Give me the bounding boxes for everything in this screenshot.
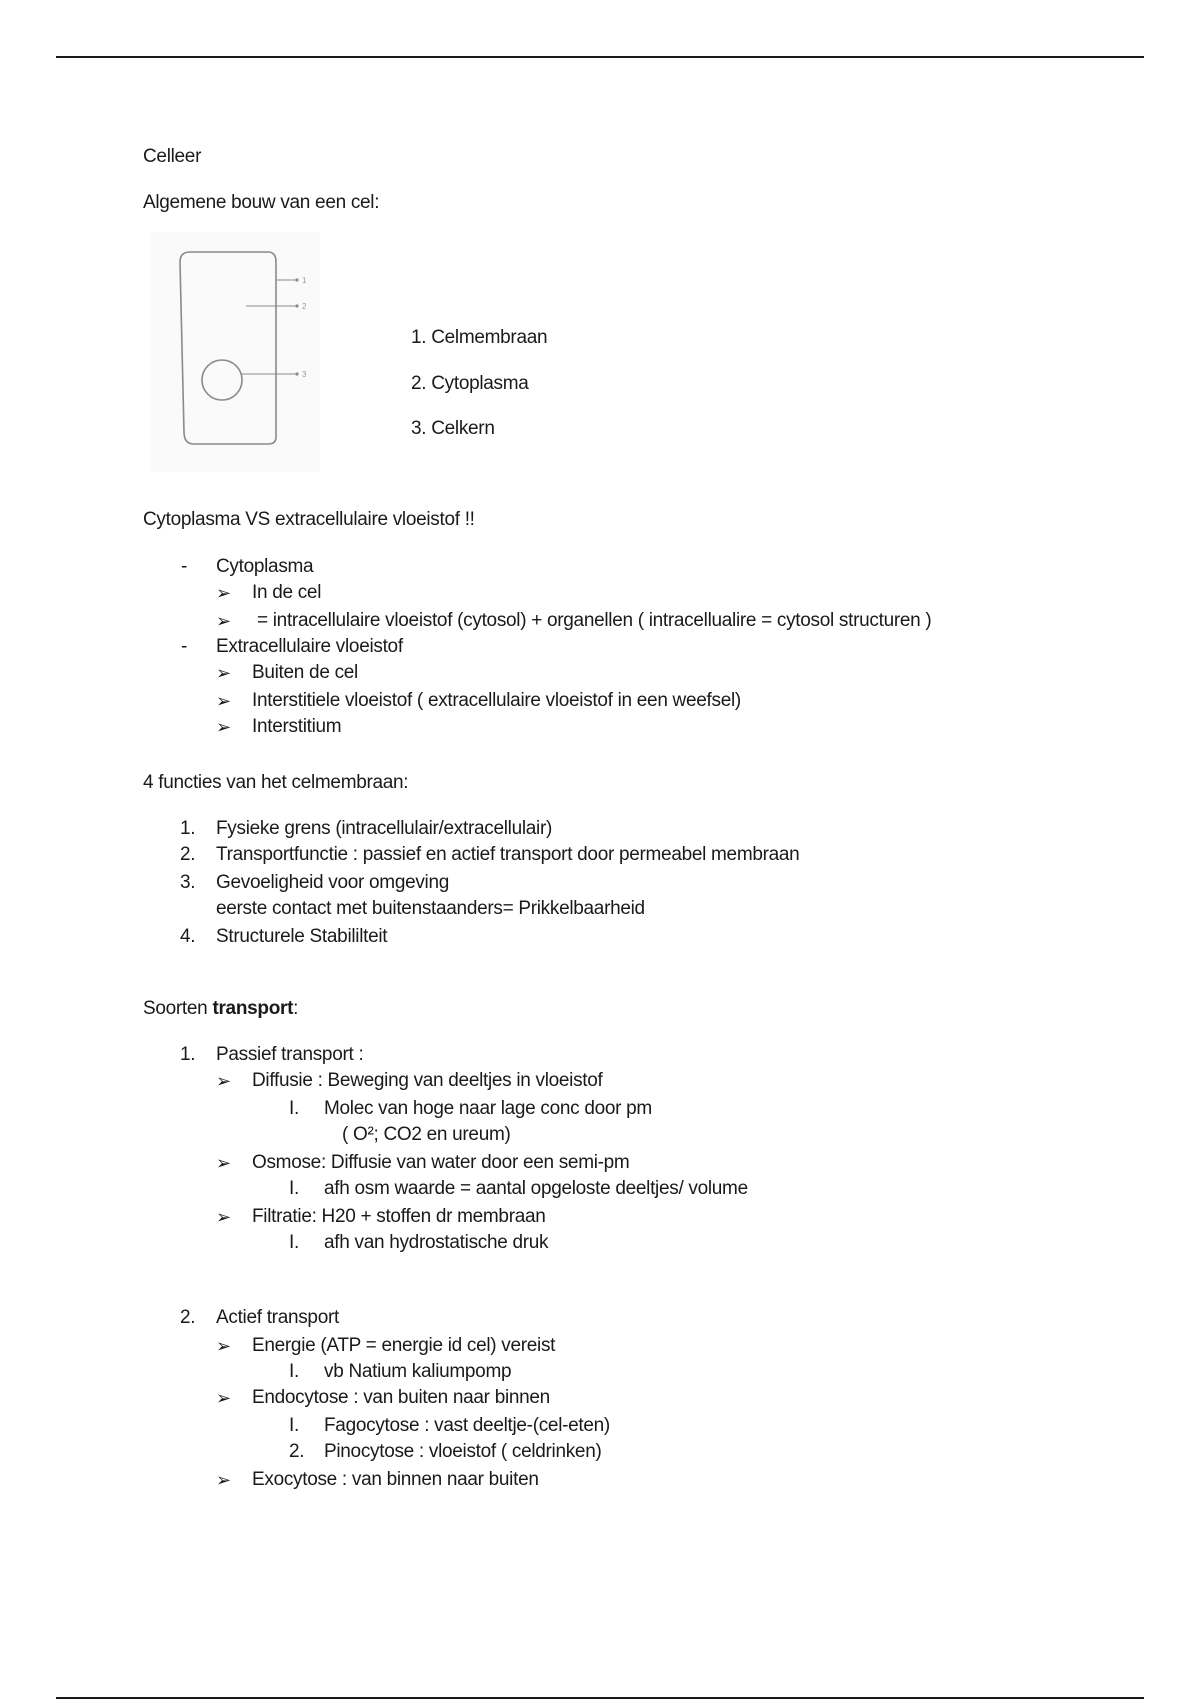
list-item: Diffusie : Beweging van deeltjes in vloeistof (252, 1070, 603, 1091)
arrow-bullet-icon: ➢ (216, 717, 231, 737)
pointer-dot-1 (295, 278, 298, 281)
bottom-rule (56, 1697, 1144, 1699)
list-number: 3. (180, 872, 196, 893)
pointer-dot-3 (295, 372, 298, 375)
roman-numeral: I. (289, 1098, 299, 1119)
list-number: 2. (289, 1441, 305, 1462)
list-number: 1. (180, 1044, 196, 1065)
arrow-bullet-icon: ➢ (216, 1207, 231, 1227)
dash-bullet: - (181, 636, 188, 657)
arrow-bullet-icon: ➢ (216, 583, 231, 603)
list-item: Endocytose : van buiten naar binnen (252, 1387, 550, 1408)
list-item: Cytoplasma (216, 556, 314, 577)
legend-item: 1. Celmembraan (411, 327, 548, 348)
list-item: Energie (ATP = energie id cel) vereist (252, 1335, 556, 1356)
page-title: Celleer (143, 146, 202, 167)
list-item: Actief transport (216, 1307, 339, 1328)
dash-bullet: - (181, 556, 188, 577)
list-item: Gevoeligheid voor omgeving (216, 872, 450, 893)
list-item: Osmose: Diffusie van water door een semi-pm (252, 1152, 630, 1173)
section-heading: 4 functies van het celmembraan: (143, 772, 409, 793)
heading-bold: transport (212, 998, 294, 1019)
arrow-bullet-icon: ➢ (216, 691, 231, 711)
list-item-continuation: ( O²; CO2 en ureum) (342, 1124, 511, 1145)
list-item: Interstitium (252, 716, 342, 737)
list-item: afh osm waarde = aantal opgeloste deeltjes/ volume (324, 1178, 748, 1199)
list-item: Extracellulaire vloeistof (216, 636, 403, 657)
diagram-background (150, 232, 320, 472)
list-item: Molec van hoge naar lage conc door pm (324, 1098, 652, 1119)
list-item: Transportfunctie : passief en actief transport door permeabel membraan (216, 844, 800, 865)
legend-item: 2. Cytoplasma (411, 373, 529, 394)
intro-heading: Algemene bouw van een cel: (143, 192, 380, 213)
pointer-label-3: 3 (302, 370, 307, 379)
list-number: 1. (180, 818, 196, 839)
list-item: Structurele Stabililteit (216, 926, 388, 947)
heading-pre: Soorten (143, 998, 213, 1019)
pointer-dot-2 (295, 304, 298, 307)
list-item: Fagocytose : vast deeltje-(cel-eten) (324, 1415, 610, 1436)
top-rule (56, 56, 1144, 58)
roman-numeral: I. (289, 1361, 299, 1382)
list-item: = intracellulaire vloeistof (cytosol) + organellen ( intracellualire = cytosol structuren ) (252, 610, 932, 631)
list-number: 2. (180, 844, 196, 865)
pointer-label-2: 2 (302, 302, 307, 311)
cell-diagram (150, 232, 320, 472)
list-item: Buiten de cel (252, 662, 358, 683)
list-item: Passief transport : (216, 1044, 364, 1065)
section-heading: Cytoplasma VS extracellulaire vloeistof !! (143, 509, 475, 530)
list-item: In de cel (252, 582, 322, 603)
list-item: Filtratie: H20 + stoffen dr membraan (252, 1206, 546, 1227)
roman-numeral: I. (289, 1232, 299, 1253)
arrow-bullet-icon: ➢ (216, 663, 231, 683)
list-item-continuation: eerste contact met buitenstaanders= Prikkelbaarheid (216, 898, 645, 919)
roman-numeral: I. (289, 1415, 299, 1436)
arrow-bullet-icon: ➢ (216, 611, 231, 631)
list-item: afh van hydrostatische druk (324, 1232, 549, 1253)
list-item: Pinocytose : vloeistof ( celdrinken) (324, 1441, 602, 1462)
arrow-bullet-icon: ➢ (216, 1071, 231, 1091)
section-heading (143, 998, 298, 1020)
arrow-bullet-icon: ➢ (216, 1470, 231, 1490)
list-item: Exocytose : van binnen naar buiten (252, 1469, 539, 1490)
list-item: Interstitiele vloeistof ( extracellulaire vloeistof in een weefsel) (252, 690, 741, 711)
list-number: 2. (180, 1307, 196, 1328)
roman-numeral: I. (289, 1178, 299, 1199)
arrow-bullet-icon: ➢ (216, 1153, 231, 1173)
list-number: 4. (180, 926, 196, 947)
legend-item: 3. Celkern (411, 418, 495, 439)
list-item: Fysieke grens (intracellulair/extracellulair) (216, 818, 553, 839)
pointer-label-1: 1 (302, 276, 307, 285)
arrow-bullet-icon: ➢ (216, 1336, 231, 1356)
arrow-bullet-icon: ➢ (216, 1388, 231, 1408)
heading-post: : (293, 998, 299, 1019)
list-item: vb Natium kaliumpomp (324, 1361, 512, 1382)
